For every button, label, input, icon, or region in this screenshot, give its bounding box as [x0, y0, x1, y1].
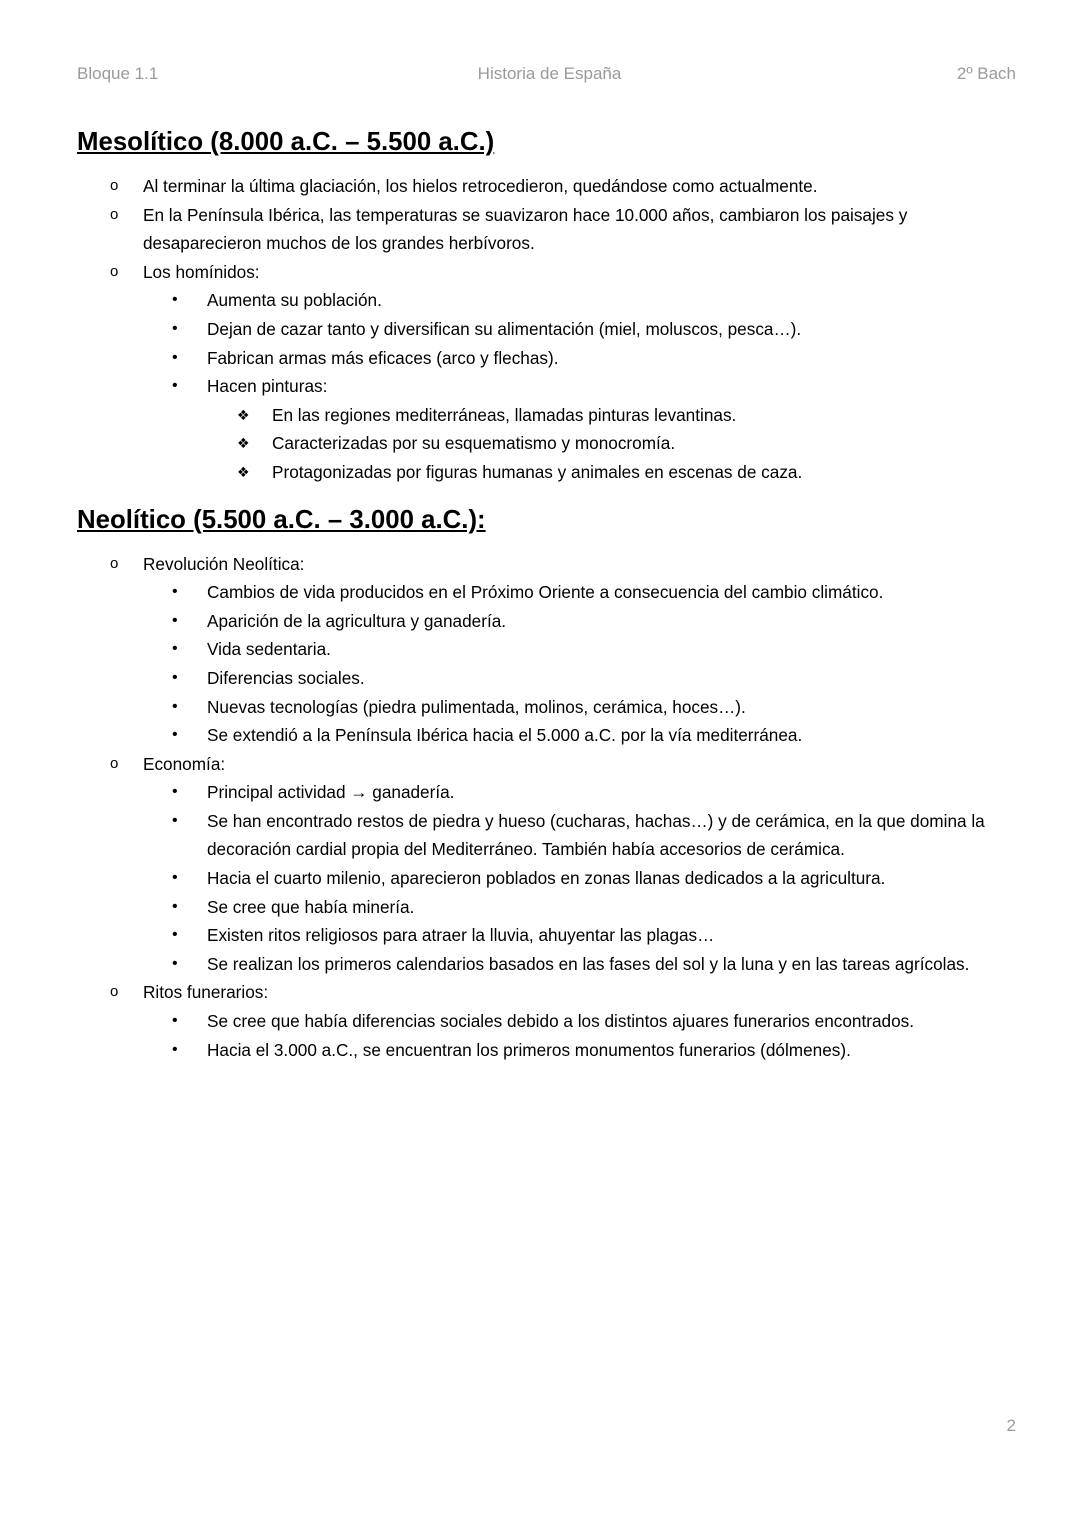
filled-bullet-icon: •: [172, 1040, 178, 1058]
filled-bullet-icon: •: [172, 954, 178, 972]
filled-bullet-icon: •: [172, 811, 178, 829]
list-item: • Se han encontrado restos de piedra y hueso (cucharas, hachas…) y de cerámica, en la que domina la decoración cardial propia del Mediterráneo. También había accesorios de cerámica.: [142, 807, 1017, 864]
ritos-sublist: [142, 1007, 1017, 1064]
hollow-circle-bullet-icon: o: [110, 754, 119, 772]
list-item: ❖ Protagonizadas por figuras humanas y animales en escenas de caza.: [207, 458, 1017, 487]
document-body: [77, 128, 1017, 1064]
filled-bullet-icon: •: [172, 348, 178, 366]
list-item: • Principal actividad → ganadería.: [142, 778, 1017, 807]
list-item: • Hacia el cuarto milenio, aparecieron poblados en zonas llanas dedicados a la agricultura.: [142, 864, 1017, 893]
list-item: • Se realizan los primeros calendarios basados en las fases del sol y la luna y en las tareas agrícolas.: [142, 950, 1017, 979]
list-item: o En la Península Ibérica, las temperaturas se suavizaron hace 10.000 años, cambiaron los paisajes y desaparecieron muchos de los grandes herbívoros.: [77, 201, 1017, 258]
list-item: ❖ En las regiones mediterráneas, llamadas pinturas levantinas.: [207, 401, 1017, 430]
section-title-mesolitico: Mesolítico (8.000 a.C. – 5.500 a.C.): [77, 128, 495, 156]
filled-bullet-icon: •: [172, 319, 178, 337]
header-subject: Historia de España: [477, 64, 622, 83]
filled-bullet-icon: •: [172, 611, 178, 629]
filled-bullet-icon: •: [172, 583, 178, 601]
mesolitico-list: [77, 172, 1017, 487]
list-item: • Dejan de cazar tanto y diversifican su alimentación (miel, moluscos, pesca…).: [142, 315, 1017, 344]
list-item: o Los homínidos: • Aumenta su población. • Dejan de cazar tanto y diversifican su alimentación (miel, moluscos, pesca…). • Fabrican armas más eficaces (arco y flechas). • Hacen pinturas: ❖ En las regiones mediterráneas, llamadas pinturas levantinas. ❖ Caracterizadas por su esquematismo y monocromía. ❖ Protagonizadas por figuras humanas y animales en escenas de caza.: [77, 258, 1017, 487]
list-item: • Se cree que había minería.: [142, 893, 1017, 922]
filled-bullet-icon: •: [172, 897, 178, 915]
list-item: o Revolución Neolítica: • Cambios de vida producidos en el Próximo Oriente a consecuencia del cambio climático. • Aparición de la agricultura y ganadería. • Vida sedentaria. • Diferencias sociales. • Nuevas tecnologías (piedra pulimentada, molinos, cerámica, hoces…). • Se extendió a la Península Ibérica hacia el 5.000 a.C. por la vía mediterránea.: [77, 550, 1017, 750]
header-block-label: Bloque 1.1: [77, 64, 159, 83]
hollow-circle-bullet-icon: o: [110, 177, 119, 194]
section-title-neolitico: Neolítico (5.500 a.C. – 3.000 a.C.):: [77, 505, 486, 534]
filled-bullet-icon: •: [172, 926, 178, 944]
page-number: 2: [1006, 1416, 1016, 1435]
filled-bullet-icon: •: [172, 697, 178, 715]
list-item: • Diferencias sociales.: [142, 664, 1017, 693]
list-item: • Hacen pinturas: ❖ En las regiones mediterráneas, llamadas pinturas levantinas. ❖ Caracterizadas por su esquematismo y monocromía. ❖ Protagonizadas por figuras humanas y animales en escenas de caza.: [142, 372, 1017, 486]
hominidos-sublist: [142, 286, 1017, 486]
revolucion-sublist: [142, 578, 1017, 750]
filled-bullet-icon: •: [172, 668, 178, 686]
diamond-bullet-icon: ❖: [237, 406, 250, 423]
list-item: • Hacia el 3.000 a.C., se encuentran los primeros monumentos funerarios (dólmenes).: [142, 1036, 1017, 1065]
hollow-circle-bullet-icon: o: [110, 983, 119, 1001]
list-item: • Se extendió a la Península Ibérica hacia el 5.000 a.C. por la vía mediterránea.: [142, 721, 1017, 750]
hollow-circle-bullet-icon: o: [110, 554, 119, 572]
filled-bullet-icon: •: [172, 640, 178, 658]
list-item: o Economía: • Principal actividad → ganadería. • Se han encontrado restos de piedra y hueso (cucharas, hachas…) y de cerámica, en la que domina la decoración cardial propia del Mediterráneo. También había accesorios de cerámica. • Hacia el cuarto milenio, aparecieron poblados en zonas llanas dedicados a la agricultura. • Se cree que había minería. • Existen ritos religiosos para atraer la lluvia, ahuyentar las plagas… • Se realizan los primeros calendarios basados en las fases del sol y la luna y en las tareas agrícolas.: [77, 750, 1017, 979]
economia-sublist: [142, 778, 1017, 978]
list-item: o Al terminar la última glaciación, los hielos retrocedieron, quedándose como actualmente.: [77, 172, 1017, 201]
list-item: • Nuevas tecnologías (piedra pulimentada, molinos, cerámica, hoces…).: [142, 693, 1017, 722]
list-item: • Se cree que había diferencias sociales debido a los distintos ajuares funerarios encontrados.: [142, 1007, 1017, 1036]
filled-bullet-icon: •: [172, 726, 178, 744]
filled-bullet-icon: •: [172, 783, 178, 801]
list-item: • Existen ritos religiosos para atraer la lluvia, ahuyentar las plagas…: [142, 921, 1017, 950]
list-item: • Vida sedentaria.: [142, 635, 1017, 664]
list-item: ❖ Caracterizadas por su esquematismo y monocromía.: [207, 429, 1017, 458]
filled-bullet-icon: •: [172, 291, 178, 309]
filled-bullet-icon: •: [172, 1012, 178, 1030]
pinturas-sublist: [207, 401, 1017, 487]
list-item: • Aparición de la agricultura y ganadería.: [142, 607, 1017, 636]
header-course: 2º Bach: [956, 64, 1016, 83]
list-item: • Fabrican armas más eficaces (arco y flechas).: [142, 344, 1017, 373]
list-item: • Aumenta su población.: [142, 286, 1017, 315]
filled-bullet-icon: •: [172, 377, 178, 395]
hollow-circle-bullet-icon: o: [110, 262, 119, 280]
list-item: • Cambios de vida producidos en el Próximo Oriente a consecuencia del cambio climático.: [142, 578, 1017, 607]
filled-bullet-icon: •: [172, 869, 178, 887]
page-header: [77, 64, 1016, 90]
diamond-bullet-icon: ❖: [237, 463, 250, 480]
diamond-bullet-icon: ❖: [237, 435, 250, 452]
list-item: o Ritos funerarios: • Se cree que había diferencias sociales debido a los distintos ajuares funerarios encontrados. • Hacia el 3.000 a.C., se encuentran los primeros monumentos funerarios (dólmenes).: [77, 978, 1017, 1064]
hollow-circle-bullet-icon: o: [110, 205, 119, 223]
neolitico-list: [77, 550, 1017, 1065]
